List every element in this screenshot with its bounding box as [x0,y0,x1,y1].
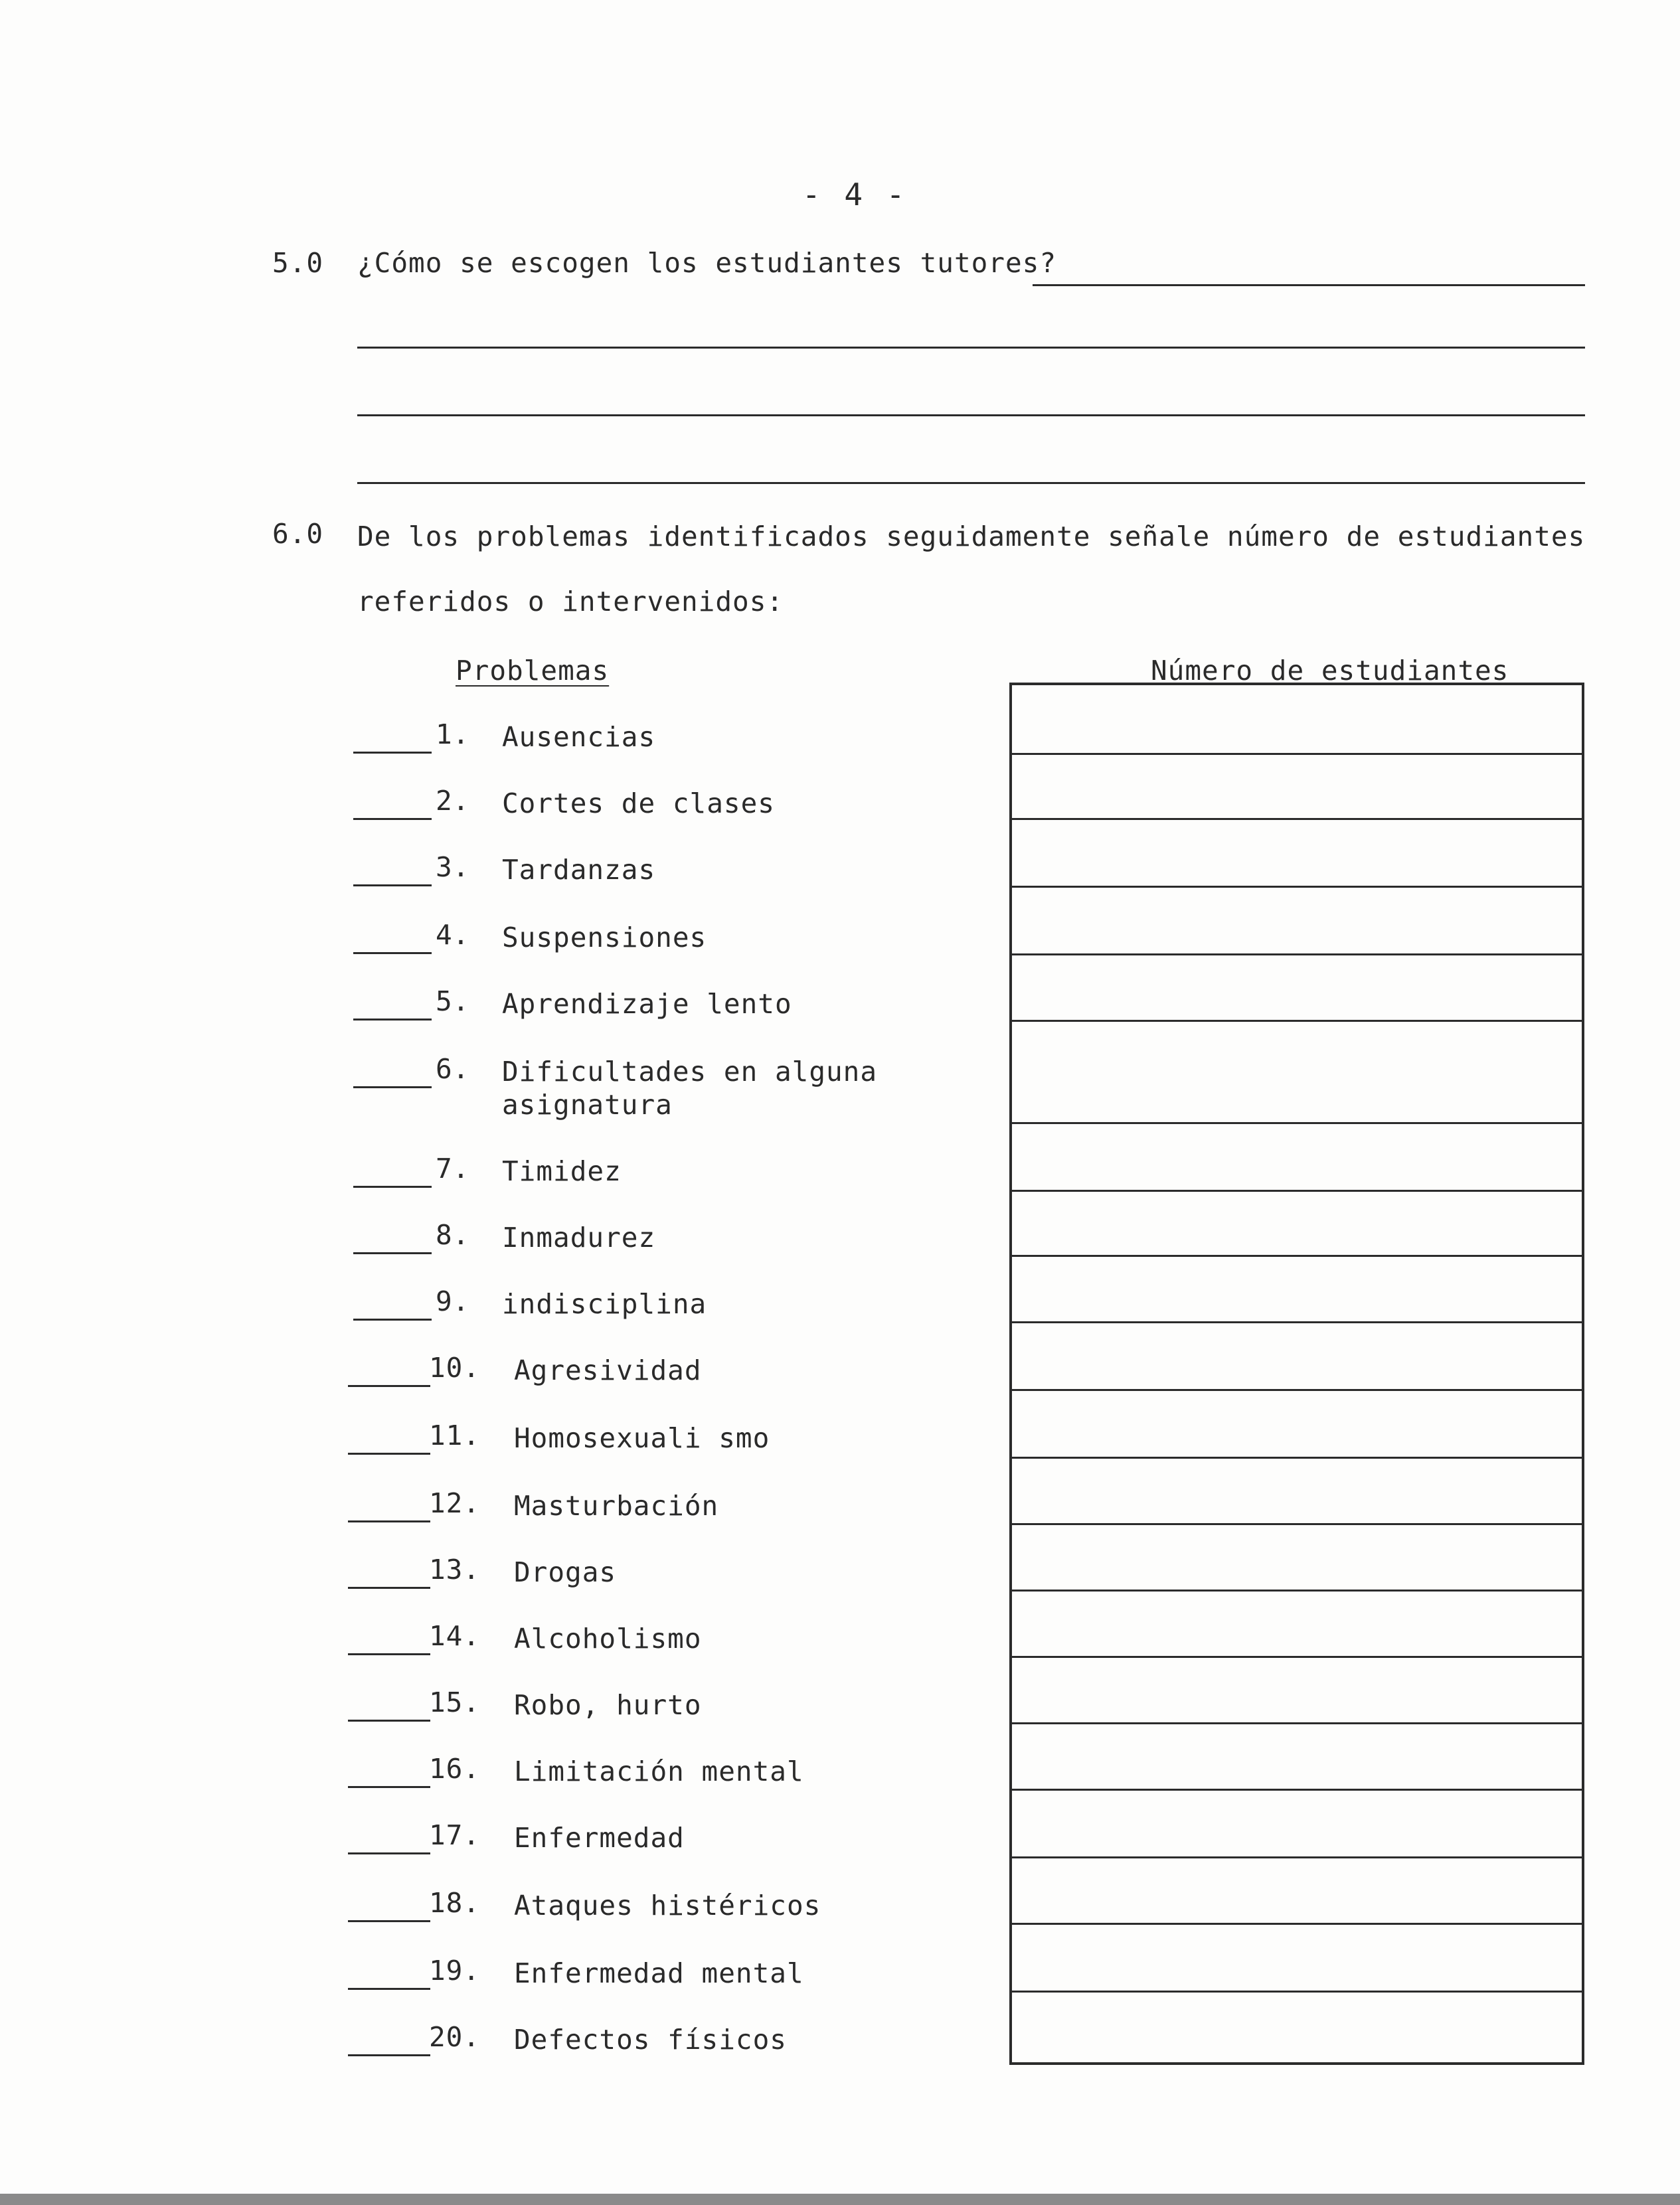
student-count-cell[interactable] [1012,955,1582,1020]
page-number: - 4 - [802,177,908,212]
problem-check-blank[interactable] [348,1653,430,1655]
problem-label: Limitación mental [514,1756,804,1787]
problem-check-blank[interactable] [353,952,432,954]
problem-number: 1. [436,718,470,750]
problem-number: 12. [429,1487,481,1519]
problem-check-blank[interactable] [348,1453,430,1455]
student-count-cell[interactable] [1012,1592,1582,1656]
problem-number: 17. [429,1819,481,1851]
student-count-cell[interactable] [1012,1022,1582,1122]
problem-label: Aprendizaje lento [502,988,792,1020]
problem-number: 9. [436,1285,470,1317]
problem-check-blank[interactable] [353,1019,432,1021]
student-count-cell[interactable] [1012,1459,1582,1523]
problem-number: 10. [429,1352,481,1384]
count-header: Número de estudiantes [1151,655,1509,687]
problem-label: Tardanzas [502,854,656,886]
problem-check-blank[interactable] [348,1852,430,1854]
student-count-cell[interactable] [1012,755,1582,818]
problem-check-blank[interactable] [348,1587,430,1589]
problem-check-blank[interactable] [348,2054,430,2056]
student-count-cell[interactable] [1012,1323,1582,1389]
problem-number: 2. [436,785,470,817]
problem-label: Ausencias [502,721,656,753]
problem-number: 13. [429,1554,481,1586]
question-6-line-1: De los problemas identificados seguidamente señale número de estudiantes [357,521,1586,552]
problem-label: Ataques histéricos [514,1890,821,1921]
student-count-cell[interactable] [1012,1257,1582,1321]
problem-number: 19. [429,1955,481,1987]
problem-check-blank[interactable] [348,1786,430,1788]
problem-number: 16. [429,1753,481,1785]
problem-check-blank[interactable] [348,1520,430,1522]
problem-label: Agresividad [514,1354,702,1386]
problem-number: 3. [436,851,470,883]
student-count-cell[interactable] [1012,1724,1582,1789]
student-count-cell[interactable] [1012,820,1582,886]
question-6-number: 6.0 [272,518,324,550]
problem-check-blank[interactable] [353,884,432,886]
problem-label: Robo, hurto [514,1689,702,1721]
student-count-cell[interactable] [1012,1391,1582,1457]
problem-check-blank[interactable] [348,1920,430,1922]
answer-line-5-3[interactable] [357,414,1585,416]
problem-number: 20. [429,2021,481,2053]
answer-line-5-4[interactable] [357,482,1585,484]
problem-number: 5. [436,985,470,1017]
problem-label: Dificultades en alguna [502,1056,878,1088]
question-5-number: 5.0 [272,247,324,279]
problem-check-blank[interactable] [353,1319,432,1321]
problem-label: Cortes de clases [502,787,775,819]
problem-label: Inmadurez [502,1222,656,1254]
problems-header: Problemas [456,655,610,687]
problem-number: 14. [429,1620,481,1652]
problem-label: Alcoholismo [514,1623,702,1655]
problem-label-continued: asignatura [502,1089,673,1121]
problem-label: Homosexuali smo [514,1422,770,1454]
problem-check-blank[interactable] [353,818,432,820]
problem-number: 8. [436,1219,470,1251]
problem-check-blank[interactable] [348,1385,430,1387]
problem-check-blank[interactable] [353,1086,432,1088]
problem-label: Enfermedad mental [514,1957,804,1989]
student-count-cell[interactable] [1012,888,1582,953]
problem-label: Masturbación [514,1490,719,1522]
problem-check-blank[interactable] [353,752,432,754]
answer-line-5-1[interactable] [1033,284,1585,286]
student-count-cell[interactable] [1012,1658,1582,1722]
student-count-cell[interactable] [1012,1993,1582,2062]
problem-number: 15. [429,1686,481,1718]
problem-check-blank[interactable] [348,1988,430,1990]
student-count-cell[interactable] [1012,1124,1582,1190]
answer-line-5-2[interactable] [357,347,1585,349]
question-5-text: ¿Cómo se escogen los estudiantes tutores? [357,247,1057,279]
problem-label: Timidez [502,1155,622,1187]
problem-number: 6. [436,1053,470,1085]
problem-label: Enfermedad [514,1822,685,1854]
problem-check-blank[interactable] [353,1186,432,1188]
problem-check-blank[interactable] [353,1252,432,1254]
student-count-cell[interactable] [1012,1791,1582,1856]
student-count-cell[interactable] [1012,1192,1582,1255]
problem-number: 7. [436,1153,470,1184]
student-count-cell[interactable] [1012,1525,1582,1590]
problem-label: Drogas [514,1556,617,1588]
question-6-line-2: referidos o intervenidos: [357,586,784,617]
problem-label: Suspensiones [502,922,707,953]
student-count-cell[interactable] [1012,685,1582,753]
problem-label: Defectos físicos [514,2024,787,2056]
student-count-cell[interactable] [1012,1858,1582,1923]
problem-check-blank[interactable] [348,1720,430,1722]
problem-number: 4. [436,919,470,951]
scan-edge [0,2194,1680,2205]
problem-number: 11. [429,1420,481,1451]
student-count-cell[interactable] [1012,1925,1582,1991]
problem-number: 18. [429,1887,481,1919]
problem-label: indisciplina [502,1288,707,1320]
